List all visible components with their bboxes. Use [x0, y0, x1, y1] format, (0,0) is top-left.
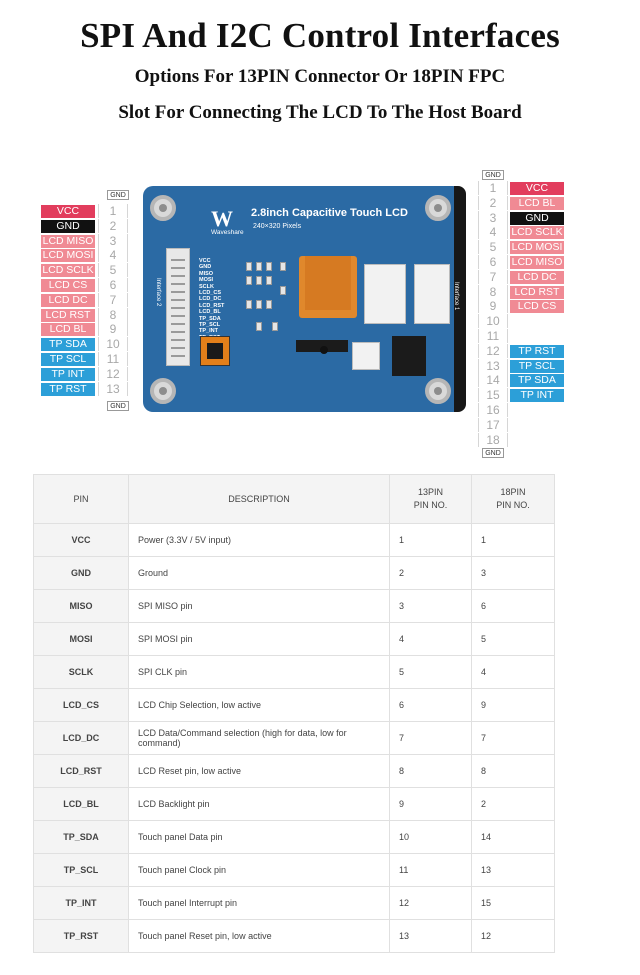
board-logo-text: Waveshare	[211, 229, 244, 236]
left-pin-label: TP SCL	[41, 353, 95, 366]
board-signal-label: GND	[199, 264, 212, 271]
interface-1-label: Interface 1	[453, 282, 459, 311]
column-header-description: DESCRIPTION	[129, 475, 390, 524]
mounting-hole	[425, 195, 451, 221]
right-pin-label: LCD DC	[510, 271, 564, 284]
right-pin-label: TP RST	[510, 345, 564, 358]
table-row	[34, 623, 555, 656]
left-pin-label: VCC	[41, 205, 95, 218]
pin18-cell: 4	[472, 656, 555, 689]
pin13-cell: 13	[390, 920, 472, 953]
column-header-pin: PIN	[34, 475, 129, 524]
smd-component	[256, 276, 262, 285]
waveshare-logo-icon: W	[211, 206, 233, 231]
pin13-cell: 6	[390, 689, 472, 722]
smd-component	[272, 322, 278, 331]
table-row	[34, 920, 555, 953]
right-pin-label: LCD MOSI	[511, 241, 563, 254]
right-pin-number: 15	[478, 388, 508, 402]
right-pin-number: 12	[478, 344, 508, 358]
board-signal-label: MISO	[199, 270, 214, 277]
left-pin-number: 1	[98, 204, 128, 218]
board-title: 2.8inch Capacitive Touch LCD	[251, 207, 408, 219]
left-pin-number: 2	[98, 219, 128, 233]
left-pin-number: 6	[98, 278, 128, 292]
pin18-cell: 2	[472, 788, 555, 821]
right-pin-number: 8	[478, 285, 508, 299]
board-signal-label: SCLK	[199, 283, 214, 290]
smd-component	[256, 300, 262, 309]
left-pin-label: LCD MOSI	[42, 249, 94, 262]
table-row	[34, 887, 555, 920]
left-pin-label: TP SDA	[41, 338, 95, 351]
right-pin-number: 14	[478, 373, 508, 387]
table-row	[34, 854, 555, 887]
pin-name-cell: LCD_DC	[34, 722, 129, 755]
board-signal-label: LCD_BL	[199, 309, 221, 316]
smd-component	[246, 262, 252, 271]
board-signal-label: LCD_DC	[199, 296, 222, 303]
right-pin-number: 11	[478, 329, 508, 343]
left-pin-label: LCD RST	[41, 309, 95, 322]
left-pin-label: TP INT	[41, 368, 95, 381]
touch-connector	[352, 342, 380, 370]
table-row	[34, 788, 555, 821]
right-pin-number: 5	[478, 240, 508, 254]
fpc-connector	[364, 264, 406, 324]
left-pin-number: 8	[98, 308, 128, 322]
interface-2-connector	[166, 248, 190, 366]
smd-component	[280, 262, 286, 271]
pin-name-cell: MISO	[34, 590, 129, 623]
right-pin-label: VCC	[510, 182, 564, 195]
page-subtitle-line-2: Slot For Connecting The LCD To The Host Board	[118, 102, 522, 123]
left-pin-label: LCD BL	[41, 323, 95, 336]
right-pin-label: LCD BL	[510, 197, 564, 210]
board-signal-label: TP_SDA	[199, 315, 221, 322]
smd-component	[266, 276, 272, 285]
right-gnd-bottom-label: GND	[482, 448, 504, 458]
right-pin-label: LCD SCLK	[511, 226, 563, 239]
left-pin-label: LCD SCLK	[42, 264, 94, 277]
left-pin-number: 13	[98, 382, 128, 396]
description-cell: Power (3.3V / 5V input)	[129, 524, 390, 557]
pin13-cell: 9	[390, 788, 472, 821]
pin13-cell: 1	[390, 524, 472, 557]
right-pin-number: 9	[478, 299, 508, 313]
pin13-cell: 8	[390, 755, 472, 788]
board-signal-list	[199, 258, 224, 341]
right-gnd-top-label: GND	[482, 170, 504, 180]
test-point	[320, 346, 328, 354]
board-signal-label: LCD_RST	[199, 302, 225, 309]
left-pin-label: GND	[41, 220, 95, 233]
right-pin-label: GND	[510, 212, 564, 225]
left-pin-number: 11	[98, 352, 128, 366]
description-cell: LCD Backlight pin	[129, 788, 390, 821]
column-header-18pin: 18PIN PIN NO.	[472, 475, 555, 524]
pin-name-cell: MOSI	[34, 623, 129, 656]
table-row	[34, 689, 555, 722]
pin13-cell: 7	[390, 722, 472, 755]
left-pin-label: LCD DC	[41, 294, 95, 307]
right-pin-label: TP INT	[510, 389, 564, 402]
right-pin-number: 2	[478, 196, 508, 210]
mounting-hole	[150, 378, 176, 404]
pin13-cell: 11	[390, 854, 472, 887]
description-cell: Touch panel Reset pin, low active	[129, 920, 390, 953]
pin13-cell: 3	[390, 590, 472, 623]
board-resolution: 240×320 Pixels	[253, 223, 302, 230]
left-pin-number: 4	[98, 248, 128, 262]
mounting-hole	[150, 195, 176, 221]
description-cell: Touch panel Clock pin	[129, 854, 390, 887]
right-pin-number: 18	[478, 433, 508, 447]
board-signal-label: VCC	[199, 258, 211, 264]
column-header-13pin: 13PIN PIN NO.	[390, 475, 472, 524]
smd-component	[246, 276, 252, 285]
pin18-cell: 6	[472, 590, 555, 623]
left-pin-number: 9	[98, 322, 128, 336]
page-subtitle-line-1: Options For 13PIN Connector Or 18PIN FPC	[134, 66, 506, 87]
left-pin-label: TP RST	[41, 383, 95, 396]
interface-2-label: Interface 2	[155, 278, 161, 307]
mounting-hole	[425, 378, 451, 404]
table-row	[34, 524, 555, 557]
pin-name-cell: TP_SDA	[34, 821, 129, 854]
pin13-cell: 4	[390, 623, 472, 656]
description-cell: LCD Reset pin, low active	[129, 755, 390, 788]
description-cell: LCD Chip Selection, low active	[129, 689, 390, 722]
left-pin-number: 3	[98, 234, 128, 248]
table-row	[34, 755, 555, 788]
pin18-cell: 13	[472, 854, 555, 887]
table-row	[34, 557, 555, 590]
pin18-cell: 5	[472, 623, 555, 656]
pin-name-cell: GND	[34, 557, 129, 590]
right-pin-number: 7	[478, 270, 508, 284]
pin18-cell: 12	[472, 920, 555, 953]
board-signal-label: LCD_CS	[199, 290, 222, 297]
pin-name-cell: TP_SCL	[34, 854, 129, 887]
smd-component	[256, 322, 262, 331]
right-pin-label: LCD RST	[510, 286, 564, 299]
smd-component	[280, 286, 286, 295]
lcd-flex-cable	[299, 256, 357, 318]
description-cell: SPI MOSI pin	[129, 623, 390, 656]
table-row	[34, 722, 555, 755]
pin18-cell: 7	[472, 722, 555, 755]
pin18-cell: 3	[472, 557, 555, 590]
board-signal-label: TP_SCL	[199, 322, 221, 329]
smd-component	[266, 262, 272, 271]
pin13-cell: 2	[390, 557, 472, 590]
right-pin-number: 16	[478, 403, 508, 417]
board-signal-label: TP_INT	[199, 328, 218, 335]
pin13-cell: 5	[390, 656, 472, 689]
table-row	[34, 821, 555, 854]
left-gnd-bottom-label: GND	[107, 401, 129, 411]
smd-component	[256, 262, 262, 271]
description-cell: SPI MISO pin	[129, 590, 390, 623]
board-signal-label: MOSI	[199, 277, 214, 284]
right-pin-number: 3	[478, 211, 508, 225]
table-header-row	[34, 475, 555, 524]
smd-component	[266, 300, 272, 309]
right-pin-number: 4	[478, 225, 508, 239]
pin-name-cell: LCD_RST	[34, 755, 129, 788]
description-cell: Ground	[129, 557, 390, 590]
page-title: SPI And I2C Control Interfaces	[80, 16, 560, 55]
smd-component	[246, 300, 252, 309]
left-pin-label: LCD MISO	[42, 234, 94, 247]
table-row	[34, 590, 555, 623]
right-pin-number: 1	[478, 181, 508, 195]
pin13-cell: 12	[390, 887, 472, 920]
right-pin-number: 10	[478, 314, 508, 328]
right-pin-label: LCD CS	[510, 300, 564, 313]
pin-name-cell: SCLK	[34, 656, 129, 689]
pin18-cell: 9	[472, 689, 555, 722]
pin18-cell: 1	[472, 524, 555, 557]
left-pin-number: 7	[98, 293, 128, 307]
right-pin-number: 13	[478, 359, 508, 373]
pin-name-cell: LCD_BL	[34, 788, 129, 821]
right-pin-number: 17	[478, 418, 508, 432]
interface-1-connector	[414, 264, 450, 324]
right-pin-label: TP SDA	[510, 374, 564, 387]
pin-name-cell: TP_RST	[34, 920, 129, 953]
touch-controller-chip	[200, 336, 230, 366]
right-pin-label: LCD MISO	[511, 256, 563, 268]
pin-description-table	[33, 474, 555, 953]
pin18-cell: 14	[472, 821, 555, 854]
left-gnd-top-label: GND	[107, 190, 129, 200]
description-cell: LCD Data/Command selection (high for data, low for command)	[129, 722, 390, 755]
ic-chip	[392, 336, 426, 376]
right-pin-number: 6	[478, 255, 508, 269]
right-pin-label: TP SCL	[510, 360, 564, 373]
pin-name-cell: VCC	[34, 524, 129, 557]
description-cell: Touch panel Data pin	[129, 821, 390, 854]
left-pin-number: 5	[98, 263, 128, 277]
table-row	[34, 656, 555, 689]
pin18-cell: 15	[472, 887, 555, 920]
left-pin-number: 12	[98, 367, 128, 381]
pin-name-cell: TP_INT	[34, 887, 129, 920]
pin-name-cell: LCD_CS	[34, 689, 129, 722]
description-cell: Touch panel Interrupt pin	[129, 887, 390, 920]
pin13-cell: 10	[390, 821, 472, 854]
description-cell: SPI CLK pin	[129, 656, 390, 689]
left-pin-label: LCD CS	[41, 279, 95, 292]
left-pin-number: 10	[98, 337, 128, 351]
pin18-cell: 8	[472, 755, 555, 788]
